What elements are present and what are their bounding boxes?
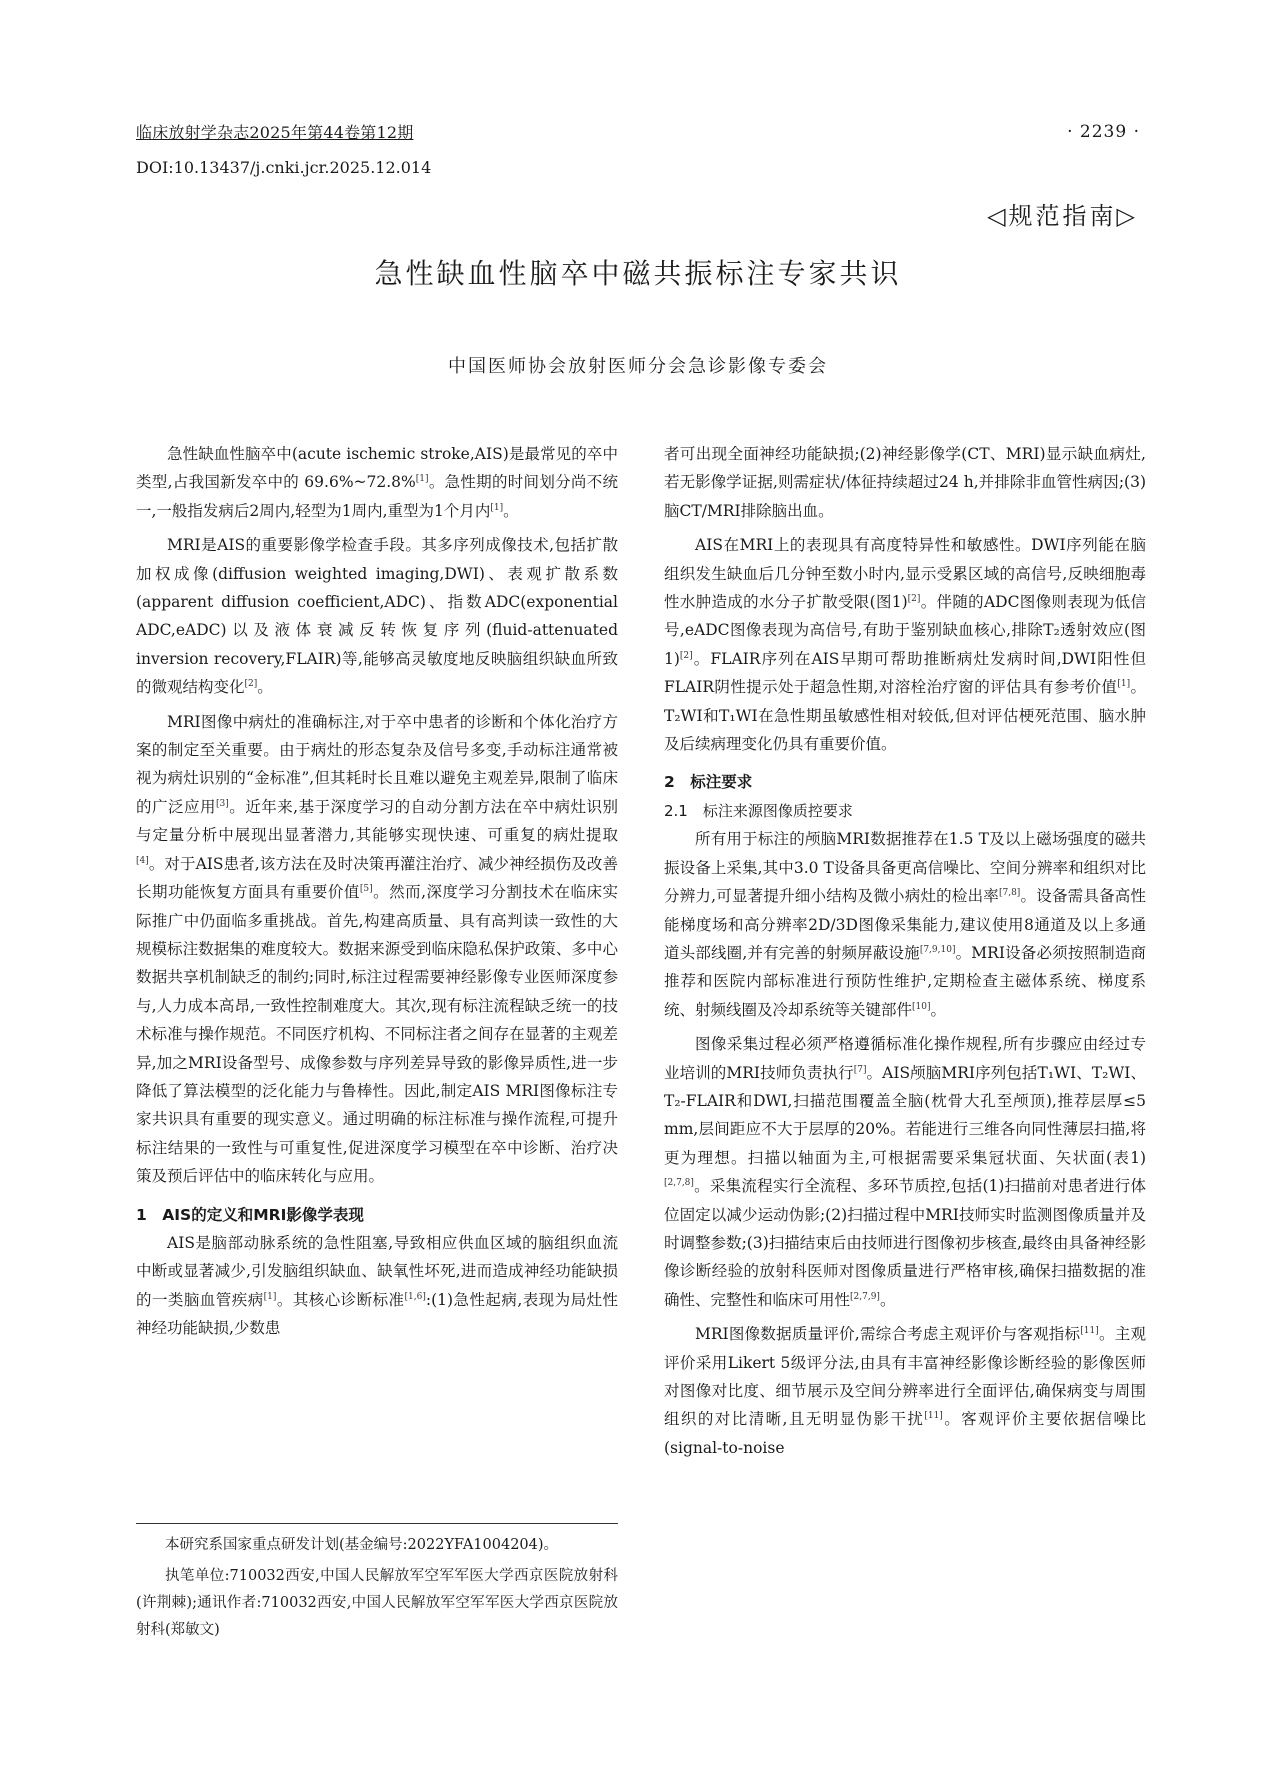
paragraph	[664, 825, 1146, 1024]
citation: [11]	[1080, 1326, 1099, 1337]
article-title: 急性缺血性脑卒中磁共振标注专家共识	[374, 257, 902, 290]
paragraph-text: 。然而,深度学习分割技术在临床实际推广中仍面临多重挑战。首先,构建高质量、具有高判读一致性的大规模标注数据集的难度较大。数据来源受到临床隐私保护政策、多中心数据共享机制缺乏的制约;同时,标注过程需要神经影像专业医师深度参与,人力成本高昂,一致性控制难度大。其次,现有标注流程缺乏统一的技术标准与操作规范。不同医疗机构、不同标注者之间存在显著的主观差异,加之MRI设备型号、成像参数与序列差异导致的影像异质性,进一步降低了算法模型的泛化能力与鲁棒性。因此,制定AIS MRI图像标注专家共识具有重要的现实意义。通过明确的标注标准与操作流程,可提升标注结果的一致性与可重复性,促进深度学习模型在卒中诊断、治疗决策及预后评估中的临床转化与应用。	[136, 883, 618, 1186]
citation: [11]	[924, 1411, 943, 1422]
paragraph	[136, 708, 618, 1191]
paragraph-text: AIS在MRI上的表现具有高度特异性和敏感性。DWI序列能在脑组织发生缺血后几分钟至数小时内,显示受累区域的高信号,反映细胞毒性水肿造成的水分子扩散受限(图1)	[664, 536, 1146, 612]
paragraph-text: :(1)急性起病,表现为局灶性神经功能缺损,少数患	[136, 1290, 618, 1338]
paragraph	[136, 531, 618, 701]
paragraph-text: 图像采集过程必须严格遵循标准化操作规程,所有步骤应由经过专业培训的MRI技师负责执行	[664, 1035, 1146, 1082]
paragraph-text: 。急性期的时间划分尚不统一,一般指发病后2周内,轻型为1周内,重型为1个月内	[136, 473, 618, 520]
citation: [7,8]	[998, 887, 1021, 898]
paragraph-text: 。其核心诊断标准	[276, 1290, 405, 1309]
citation: [2]	[244, 679, 258, 690]
citation: [1]	[263, 1291, 277, 1302]
paragraph-text: 。采集流程实行全流程、多环节质控,包括(1)扫描前对患者进行体位固定以减少运动伪影;(2)扫描过程中MRI技师实时监测图像质量并及时调整参数;(3)扫描结束后由技师进行图像初步核查,最终由具备神经影像诊断经验的放射科医师对图像质量进行严格审核,确保扫描数据的准确性、完整性和临床可用性	[664, 1177, 1146, 1309]
paragraph-text: 。对于AIS患者,该方法在及时决策再灌注治疗、减少神经损伤及改善长期功能恢复方面具有重要价值	[136, 854, 618, 902]
citation: [5]	[359, 883, 373, 894]
paragraph-text: 。MRI设备必须按照制造商推荐和医院内部标准进行预防性维护,定期检查主磁体系统、梯度系统、射频线圈及冷却系统等关键部件	[664, 943, 1146, 1019]
citation: [2,7,8]	[664, 1178, 694, 1188]
paragraph	[136, 440, 618, 525]
paragraph	[664, 1030, 1146, 1314]
journal-name: 临床放射学杂志2025年第44卷第12期	[136, 123, 414, 142]
paragraph-text: 。	[930, 1000, 947, 1019]
footnote-affiliation: 执笔单位:710032西安,中国人民解放军空军军医大学西京医院放射科(许荆棘);通讯作者:710032西安,中国人民解放军空军军医大学西京医院放射科(郑敏文)	[136, 1568, 618, 1638]
right-column	[664, 440, 1146, 1468]
section-heading: 1 AIS的定义和MRI影像学表现	[136, 1205, 364, 1224]
paragraph-text: MRI图像数据质量评价,需综合考虑主观评价与客观指标	[695, 1325, 1081, 1344]
paragraph-text: 。	[503, 501, 519, 520]
page-number: · 2239 ·	[1067, 122, 1140, 142]
citation: [10]	[912, 1001, 931, 1012]
paragraph-text: 。近年来,基于深度学习的自动分割方法在卒中病灶识别与定量分析中展现出显著潜力,其能够实现快速、可重复的病灶提取	[136, 797, 618, 845]
citation: [1,6]	[404, 1291, 426, 1302]
paragraph	[664, 531, 1146, 758]
paragraph-text: 所有用于标注的颅脑MRI数据推荐在1.5 T及以上磁场强度的磁共振设备上采集,其中3.0 T设备具备更高信噪比、空间分辨率和组织对比分辨力,可显著提升细小结构及微小病灶的检出率	[664, 830, 1146, 906]
doi: DOI:10.13437/j.cnki.jcr.2025.12.014	[136, 158, 432, 177]
citation: [7]	[853, 1064, 867, 1075]
paragraph-text: 。	[879, 1290, 896, 1309]
paragraph-text: 。设备需具备高性能梯度场和高分辨率2D/3D图像采集能力,建议使用8通道及以上多通道头部线圈,并有完善的射频屏蔽设施	[664, 887, 1146, 962]
section-tag: ◁规范指南▷	[987, 202, 1138, 230]
subsection-heading: 2.1 标注来源图像质控要求	[664, 801, 853, 820]
paragraph-text: 。主观评价采用Likert 5级评分法,由具有丰富神经影像诊断经验的影像医师对图像对比度、细节展示及空间分辨率进行全面评估,确保病变与周围组织的对比清晰,且无明显伪影干扰	[664, 1325, 1146, 1429]
paragraph-text: 。FLAIR序列在AIS早期可帮助推断病灶发病时间,DWI阳性但FLAIR阴性提示处于超急性期,对溶栓治疗窗的评估具有参考价值	[664, 649, 1146, 697]
left-column	[136, 440, 618, 1349]
citation: [2]	[679, 650, 693, 661]
citation: [7,9,10]	[919, 944, 956, 955]
paragraph-text: 。AIS颅脑MRI序列包括T₁WI、T₂WI、T₂-FLAIR和DWI,扫描范围覆盖全脑(枕骨大孔至颅顶),推荐层厚≤5 mm,层间距应不大于层厚的20%。若能进行三维各向同性薄层扫描,将更为理想。扫描以轴面为主,可根据需要采集冠状面、矢状面(表1)	[664, 1063, 1146, 1167]
citation: [1]	[1117, 679, 1131, 690]
citation: [2]	[907, 593, 921, 604]
paragraph-text: 急性缺血性脑卒中(acute ischemic stroke,AIS)是最常见的卒中类型,占我国新发卒中的 69.6%~72.8%	[136, 445, 618, 492]
citation: [1]	[490, 502, 504, 513]
paragraph-text: 者可出现全面神经功能缺损;(2)神经影像学(CT、MRI)显示缺血病灶,若无影像学证据,则需症状/体征持续超过24 h,并排除非血管性病因;(3)脑CT/MRI排除脑出血。	[664, 445, 1146, 520]
paragraph	[136, 1229, 618, 1343]
paragraph	[664, 1320, 1146, 1462]
paragraph-text: AIS是脑部动脉系统的急性阻塞,导致相应供血区域的脑组织血流中断或显著减少,引发脑组织缺血、缺氧性坏死,进而造成神经功能缺损的一类脑血管疾病	[136, 1233, 618, 1309]
paragraph	[664, 440, 1146, 525]
paragraph-text: 。	[257, 678, 273, 697]
footnotes	[136, 1523, 618, 1648]
paragraph-text: 。T₂WI和T₁WI在急性期虽敏感性相对较低,但对评估梗死范围、脑水肿及后续病理变化仍具有重要价值。	[664, 678, 1146, 754]
citation: [2,7,9]	[850, 1291, 880, 1302]
paragraph-text: 。伴随的ADC图像则表现为低信号,eADC图像表现为高信号,有助于鉴别缺血核心,排除T₂透射效应(图1)	[664, 593, 1146, 668]
citation: [4]	[136, 855, 149, 866]
paragraph-text: MRI是AIS的重要影像学检查手段。其多序列成像技术,包括扩散加权成像(diffusion weighted imaging,DWI)、表观扩散系数(apparent diffusion coefficient,ADC)、指数ADC(exponential ADC,eADC)以及液体衰减反转恢复序列(fluid-attenuated inversion recovery,FLAIR)等,能够高灵敏度地反映脑组织缺血所致的微观结构变化	[136, 536, 618, 697]
article-authors: 中国医师协会放射医师分会急诊影像专委会	[448, 356, 828, 377]
citation: [1]	[415, 474, 429, 485]
paragraph-text: MRI图像中病灶的准确标注,对于卒中患者的诊断和个体化治疗方案的制定至关重要。由于病灶的形态复杂及信号多变,手动标注通常被视为病灶识别的“金标准”,但其耗时长且难以避免主观差异,限制了临床的广泛应用	[136, 712, 618, 816]
paragraph-text: 。客观评价主要依据信噪比(signal-to-noise	[664, 1410, 1146, 1457]
footnote-fund: 本研究系国家重点研发计划(基金编号:2022YFA1004204)。	[165, 1537, 559, 1553]
section-heading: 2 标注要求	[664, 773, 753, 792]
citation: [3]	[215, 798, 229, 809]
